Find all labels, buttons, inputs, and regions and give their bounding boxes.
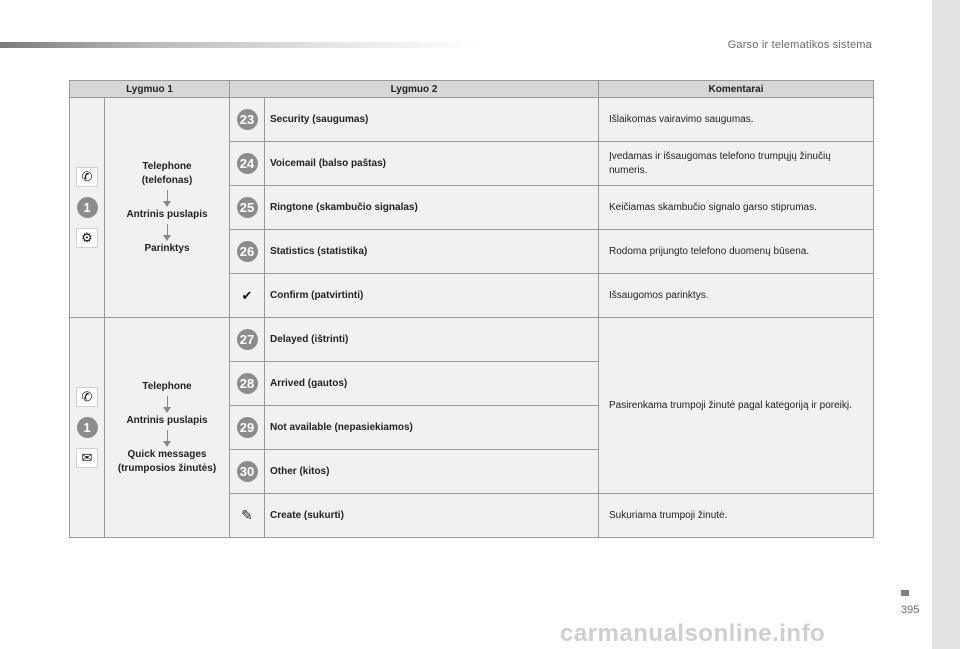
column-header-comments: Komentarai bbox=[599, 81, 874, 98]
path-step-options: Parinktys bbox=[144, 242, 190, 254]
ringtone-option: Ringtone (skambučio signalas) bbox=[265, 186, 599, 230]
path-arrow bbox=[167, 224, 168, 236]
marker-badge: 26 bbox=[237, 241, 258, 262]
page-marker bbox=[901, 590, 909, 596]
marker-badge: 24 bbox=[237, 153, 258, 174]
page-number: 395 bbox=[901, 604, 920, 616]
marker-badge: 29 bbox=[237, 417, 258, 438]
table-header-row bbox=[70, 81, 874, 98]
path-arrow bbox=[167, 396, 168, 408]
phone-icon: ✆ bbox=[76, 387, 98, 407]
table-row bbox=[70, 98, 874, 142]
comment-cell: Išlaikomas vairavimo saugumas. bbox=[599, 98, 874, 142]
comment-cell: Sukuriama trumpoji žinutė. bbox=[599, 494, 874, 538]
column-header-level1: Lygmuo 1 bbox=[70, 81, 230, 98]
message-bubble-icon: ✉ bbox=[76, 448, 98, 468]
table-row bbox=[70, 318, 874, 362]
level1-path-cell bbox=[105, 98, 230, 318]
arrived-option: Arrived (gautos) bbox=[265, 362, 599, 406]
path-arrow bbox=[167, 430, 168, 442]
path-arrow bbox=[167, 190, 168, 202]
check-icon: ✔ bbox=[241, 287, 253, 303]
phone-icon: ✆ bbox=[76, 167, 98, 187]
marker-cell bbox=[230, 186, 265, 230]
marker-cell bbox=[230, 450, 265, 494]
marker-cell bbox=[230, 142, 265, 186]
comment-cell: Išsaugomos parinktys. bbox=[599, 274, 874, 318]
voicemail-option: Voicemail (balso paštas) bbox=[265, 142, 599, 186]
settings-gear-icon: ⚙ bbox=[76, 228, 98, 248]
marker-cell bbox=[230, 406, 265, 450]
marker-cell bbox=[230, 274, 265, 318]
level1-icons-cell bbox=[70, 98, 105, 318]
marker-badge: 23 bbox=[237, 109, 258, 130]
other-option: Other (kitos) bbox=[265, 450, 599, 494]
statistics-option: Statistics (statistika) bbox=[265, 230, 599, 274]
marker-badge: 28 bbox=[237, 373, 258, 394]
column-header-level2: Lygmuo 2 bbox=[230, 81, 599, 98]
marker-cell bbox=[230, 318, 265, 362]
watermark-text: carmanualsonline.info bbox=[560, 620, 826, 647]
comment-cell: Keičiamas skambučio signalo garso stiprumas. bbox=[599, 186, 874, 230]
page-edge-strip bbox=[932, 0, 960, 649]
level1-icons-cell bbox=[70, 318, 105, 538]
pencil-icon: ✎ bbox=[241, 507, 253, 523]
path-step-secondary-page: Antrinis puslapis bbox=[126, 208, 208, 220]
marker-cell bbox=[230, 494, 265, 538]
level1-path-cell bbox=[105, 318, 230, 538]
marker-badge: 27 bbox=[237, 329, 258, 350]
page-header-title: Garso ir telematikos sistema bbox=[727, 39, 872, 51]
path-step-secondary-page: Antrinis puslapis bbox=[126, 414, 208, 426]
marker-cell bbox=[230, 230, 265, 274]
create-option: Create (sukurti) bbox=[265, 494, 599, 538]
path-step-telephone: Telephone (telefonas) bbox=[141, 160, 193, 186]
delayed-option: Delayed (ištrinti) bbox=[265, 318, 599, 362]
path-step-telephone: Telephone bbox=[142, 380, 192, 392]
settings-table bbox=[69, 80, 874, 538]
marker-cell bbox=[230, 362, 265, 406]
marker-badge: 25 bbox=[237, 197, 258, 218]
path-step-quick-messages: Quick messages (trumposios žinutės) bbox=[117, 448, 217, 474]
header-gradient-bar bbox=[0, 42, 480, 48]
level-badge: 1 bbox=[77, 197, 98, 218]
not-available-option: Not available (nepasiekiamos) bbox=[265, 406, 599, 450]
level-badge: 1 bbox=[77, 417, 98, 438]
confirm-option: Confirm (patvirtinti) bbox=[265, 274, 599, 318]
comment-cell: Įvedamas ir išsaugomas telefono trumpųjų žinučių numeris. bbox=[599, 142, 874, 186]
security-option: Security (saugumas) bbox=[265, 98, 599, 142]
comment-cell: Rodoma prijungto telefono duomenų būsena. bbox=[599, 230, 874, 274]
shared-comment-cell: Pasirenkama trumpoji žinutė pagal kategoriją ir poreikį. bbox=[599, 318, 874, 494]
marker-badge: 30 bbox=[237, 461, 258, 482]
marker-cell bbox=[230, 98, 265, 142]
